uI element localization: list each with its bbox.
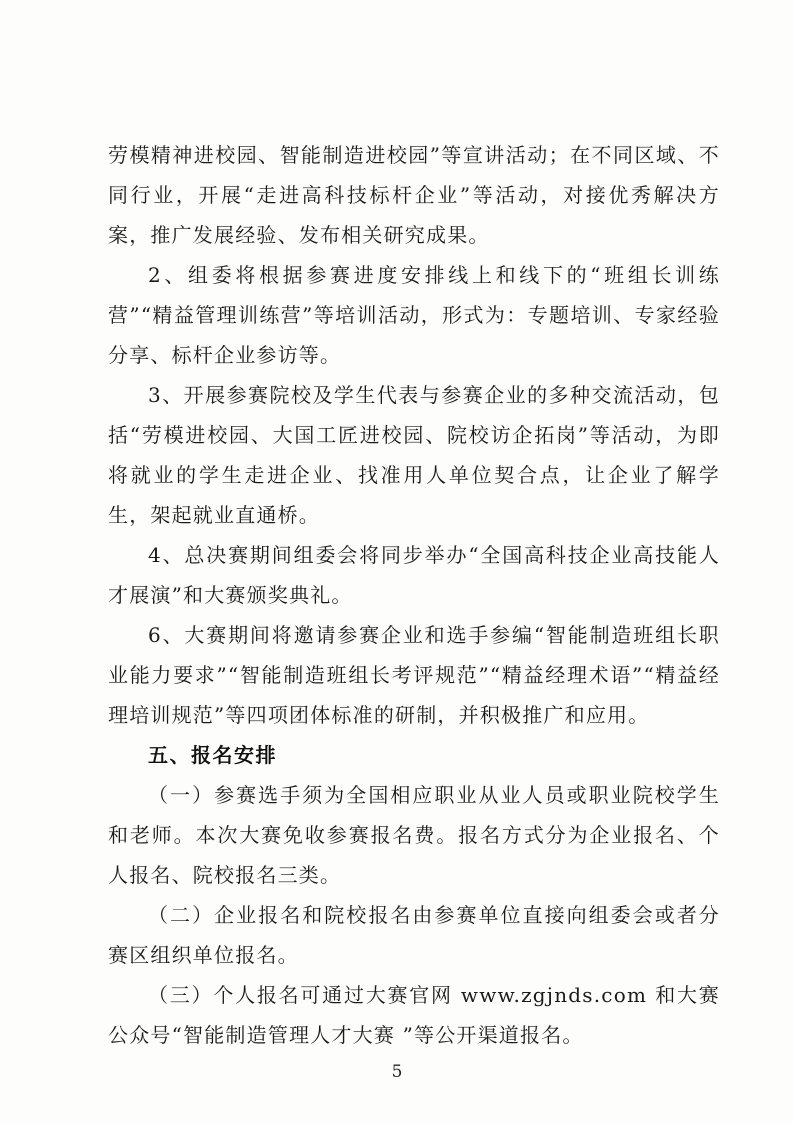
paragraph-item-2: 2、组委将根据参赛进度安排线上和线下的“班组长训练营”“精益管理训练营”等培训活动，形式为：专题培训、专家经验分享、标杆企业参访等。 (108, 263, 720, 367)
registration-paragraph-2: （二）企业报名和院校报名由参赛单位直接向组委会或者分赛区组织单位报名。 (108, 903, 720, 967)
page-body (108, 135, 720, 1055)
paragraph-continuation: 劳模精神进校园、智能制造进校园”等宣讲活动；在不同区域、不同行业，开展“走进高科技标杆企业”等活动，对接优秀解决方案，推广发展经验、发布相关研究成果。 (108, 143, 720, 247)
paragraph-item-6: 6、大赛期间将邀请参赛企业和选手参编“智能制造班组长职业能力要求”“智能制造班组长考评规范”“精益经理术语”“精益经理培训规范”等四项团体标准的研制，并积极推广和应用。 (108, 623, 720, 727)
page-number: 5 (391, 1062, 403, 1082)
paragraph-item-3: 3、开展参赛院校及学生代表与参赛企业的多种交流活动，包括“劳模进校园、大国工匠进校园、院校访企拓岗”等活动，为即将就业的学生走进企业、找准用人单位契合点，让企业了解学生，架起就业直通桥。 (108, 383, 720, 527)
registration-paragraph-1: （一）参赛选手须为全国相应职业从业人员或职业院校学生和老师。本次大赛免收参赛报名费。报名方式分为企业报名、个人报名、院校报名三类。 (108, 783, 720, 887)
section-heading: 五、报名安排 (148, 743, 277, 767)
paragraph-item-4: 4、总决赛期间组委会将同步举办“全国高科技企业高技能人才展演”和大赛颁奖典礼。 (108, 543, 720, 607)
registration-paragraph-3: （三）个人报名可通过大赛官网 www.zgjnds.com 和大赛公众号“智能制造管理人才大赛 ”等公开渠道报名。 (108, 983, 720, 1047)
